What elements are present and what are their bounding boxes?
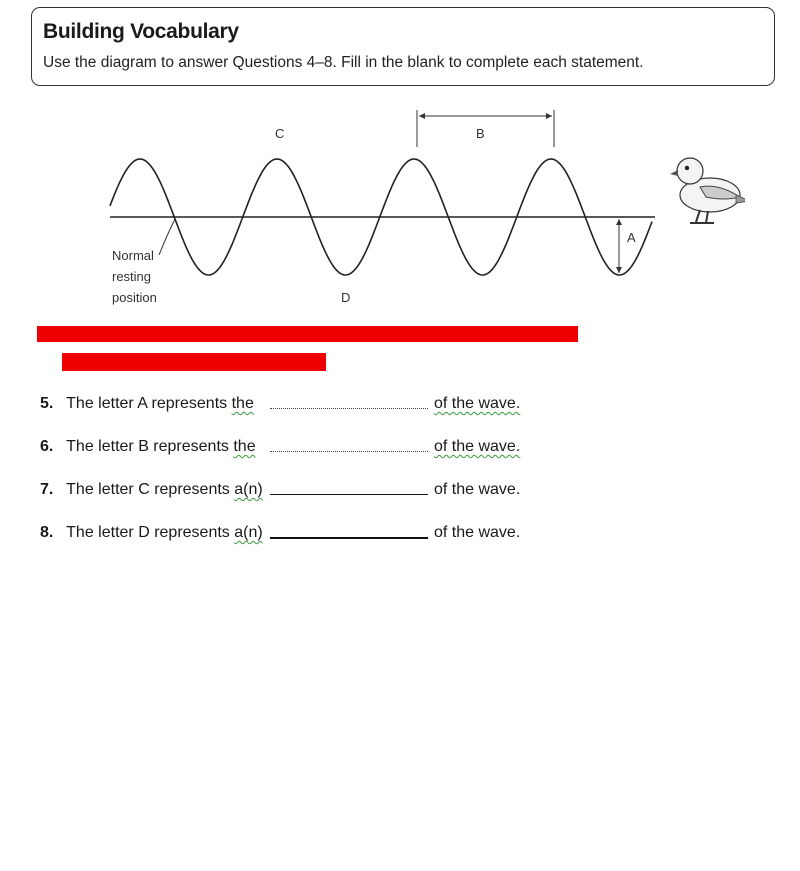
label-rest-1: Normal <box>112 248 154 263</box>
question-6 <box>40 438 521 462</box>
label-d: D <box>341 290 351 305</box>
instructions-text: Use the diagram to answer Questions 4–8. Fill in the blank to complete each statement. <box>43 54 644 71</box>
label-b: B <box>476 126 485 141</box>
label-rest-3: position <box>112 290 157 305</box>
question-8 <box>40 524 521 548</box>
section-title: Building Vocabulary <box>43 20 239 43</box>
answer-blank[interactable] <box>270 537 428 539</box>
question-5 <box>40 395 521 419</box>
wave-diagram <box>95 105 745 310</box>
question-suffix: of the wave. <box>434 524 521 541</box>
question-article: the <box>233 438 256 455</box>
rest-pointer-line <box>159 219 175 255</box>
wavelength-marker <box>417 110 554 147</box>
question-number: 8. <box>40 524 54 541</box>
question-suffix: of the wave. <box>434 481 521 498</box>
answer-blank[interactable] <box>270 408 428 409</box>
bird-icon <box>670 158 745 223</box>
question-7 <box>40 481 521 505</box>
question-number: 7. <box>40 481 54 498</box>
question-article: a(n) <box>234 524 263 541</box>
label-c: C <box>275 126 285 141</box>
question-article: a(n) <box>234 481 263 498</box>
question-prefix: The letter A represents <box>66 395 228 412</box>
redaction-bar-1 <box>37 326 578 342</box>
question-prefix: The letter C represents <box>66 481 230 498</box>
question-number: 5. <box>40 395 54 412</box>
question-number: 6. <box>40 438 54 455</box>
question-suffix: of the wave. <box>434 395 521 412</box>
amplitude-marker <box>616 219 622 273</box>
question-article: the <box>231 395 254 412</box>
redaction-bar-2 <box>62 353 326 371</box>
vocabulary-header-box <box>31 7 775 86</box>
question-prefix: The letter D represents <box>66 524 230 541</box>
question-suffix: of the wave. <box>434 438 521 455</box>
label-rest-2: resting <box>112 269 152 284</box>
answer-blank[interactable] <box>270 451 428 452</box>
label-a: A <box>627 230 636 245</box>
question-prefix: The letter B represents <box>66 438 229 455</box>
answer-blank[interactable] <box>270 494 428 495</box>
